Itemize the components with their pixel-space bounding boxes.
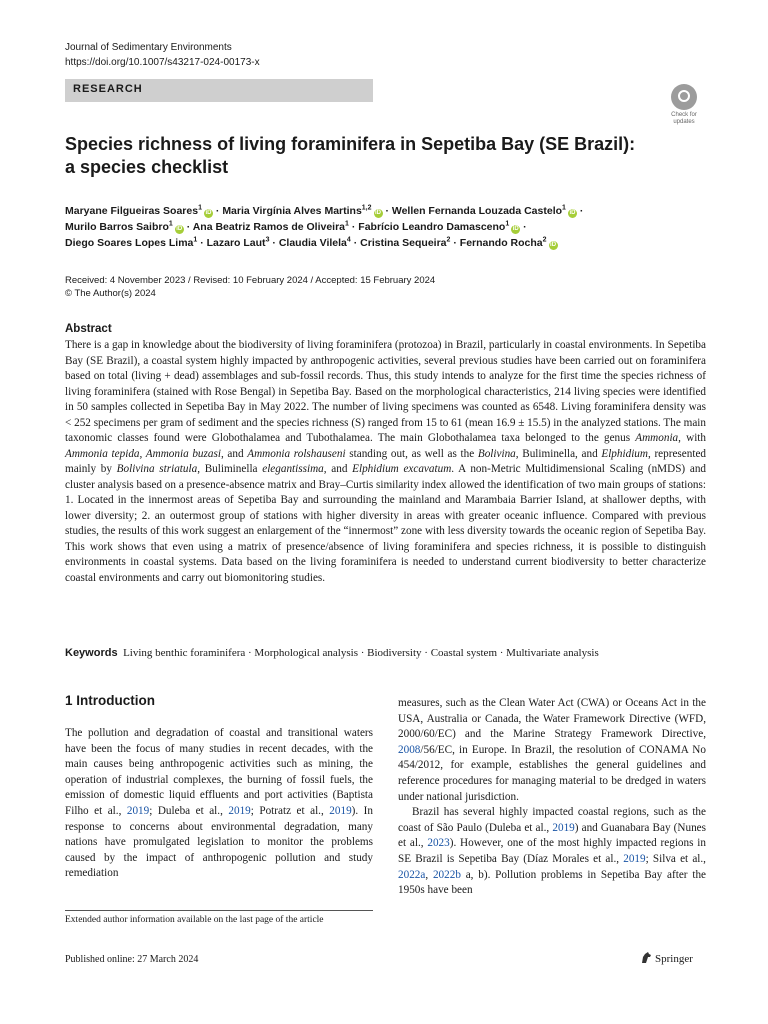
footnote-divider (65, 910, 373, 911)
citation-link[interactable]: 2008 (398, 743, 421, 756)
abstract-heading: Abstract (65, 323, 112, 335)
author-name: Maryane Filgueiras Soares (65, 205, 199, 217)
check-updates-label: Check for updates (671, 112, 697, 125)
citation-link[interactable]: 2022b (432, 868, 461, 881)
citation-link[interactable]: 2019 (552, 821, 575, 834)
author-name: Murilo Barros Saibro (65, 221, 169, 233)
section-heading-introduction: 1 Introduction (65, 693, 155, 708)
author-list (65, 203, 715, 251)
author-name: Fernando Rocha (459, 237, 543, 249)
author-line-1: Maryane Filgueiras Soares$^1$iD · Maria Virgínia Alves Martins$^{1,2}$iD · Wellen Fernanda Louzada Castelo$^1$iD · (65, 204, 584, 217)
journal-header (65, 40, 260, 70)
author-name: Fabrício Leandro Damasceno (358, 221, 506, 233)
author-name: Wellen Fernanda Louzada Castelo (391, 205, 563, 217)
journal-name: Journal of Sedimentary Environments (65, 42, 232, 53)
publication-dates (65, 274, 435, 300)
citation-link[interactable]: 2019 (126, 804, 150, 817)
orcid-icon[interactable]: iD (176, 226, 183, 232)
received-revised-accepted: Received: 4 November 2023 / Revised: 10 February 2024 / Accepted: 15 February 2024 (65, 275, 436, 286)
author-name: Lazaro Laut (206, 237, 266, 249)
citation-link[interactable]: 2019 (623, 852, 646, 865)
article-title: Species richness of living foraminifera in Sepetiba Bay (SE Brazil): a species checklist (65, 134, 636, 177)
author-name: Diego Soares Lopes Lima (65, 237, 194, 249)
orcid-icon[interactable]: iD (205, 210, 212, 216)
citation-link[interactable]: 2019 (228, 804, 251, 817)
paragraph: Brazil has several highly impacted coastal regions, such as the coast of São Paulo (Duleba et al., 2019) and Guanabara Bay (Nunes et al., 2023). However, one of the most highly impacted regions in SE Brazil is Sepetiba Bay (Díaz Morales et al., 2019; Silva et al., 2022a, 2022b a, b). Pollution problems in Sepetiba Bay after the 1950s have been (398, 806, 706, 897)
author-name: Claudia Vilela (278, 237, 347, 249)
author-line-3: Diego Soares Lopes Lima$^1$ · Lazaro Laut$^3$ · Claudia Vilela$^4$ · Cristina Sequeira$^2$ · Fernando Rocha$^2$iD (65, 236, 557, 249)
author-line-2: Murilo Barros Saibro$^1$iD · Ana Beatriz Ramos de Oliveira$^1$ · Fabrício Leandro Damasceno$^1$iD · (65, 220, 527, 233)
keywords-label: Keywords (65, 647, 118, 659)
springer-horse-icon (640, 951, 652, 964)
publisher-logo (640, 951, 693, 965)
orcid-icon[interactable]: iD (550, 242, 557, 248)
author-name: Maria Virgínia Alves Martins (222, 205, 362, 217)
left-column (65, 726, 373, 882)
orcid-icon[interactable]: iD (375, 210, 382, 216)
footnote: Extended author information available on the last page of the article (65, 915, 324, 925)
check-for-updates-badge[interactable] (664, 84, 704, 126)
citation-link[interactable]: 2019 (329, 804, 352, 817)
paragraph: The pollution and degradation of coastal and transitional waters have been the focus of many studies in recent decades, with the main causes being anthropogenic activities such as mining, the operation of industrial complexes, the burning of fossil fuels, the emission of domestic liquid effluents and port activities (Baptista Filho et al., 2019; Duleba et al., 2019; Potratz et al., 2019). In response to concerns about environmental degradation, many nations have promulgated legislation to monitor the problems caused by the impact of anthropogenic pollution and study remediation (65, 727, 373, 880)
author-name: Cristina Sequeira (360, 237, 447, 249)
keywords (65, 647, 599, 659)
doi-link[interactable]: https://doi.org/10.1007/s43217-024-00173-x (65, 57, 260, 68)
published-online: Published online: 27 March 2024 (65, 954, 199, 965)
category-band (65, 79, 373, 102)
orcid-icon[interactable]: iD (512, 226, 519, 232)
right-column (398, 696, 706, 899)
abstract-text: There is a gap in knowledge about the biodiversity of living foraminifera (protozoa) in Brazil, particularly in coastal environments. In Sepetiba Bay (SE Brazil), a coastal system highly impacted by anthropogenic activities, several previous studies have been carried out on foraminifera based on total (living + dead) assemblages and sub-fossil records. Thus, this study intends to analyze for the first time the species richness of living foraminifera (stained with Rose Bengal) in Sepetiba Bay. Based on the morphological characteristics, 214 living species were identified in 50 samples collected in Sepetiba Bay in May 2022. The number of living specimens was counted as 6548. Living foraminifera density was < 252 specimens per gram of sediment and the species richness (S) ranged from 15 to 61 (mean 16.9 ± 15.5) in the analyzed stations. The main taxonomic classes found were Globothalamea and Tubothalamea. The main Globothalamea taxa belonged to the genus Ammonia, with Ammonia tepida, Ammonia buzasi, and Ammonia rolshauseni standing out, as well as the Bolivina, Buliminella, and Elphidium, represented mainly by Bolivina striatula, Buliminella elegantissima, and Elphidium excavatum. A non-Metric Multidimensional Scaling (nMDS) and cluster analysis based on a presence-absence matrix and Bray–Curtis similarity index allowed the identification of two main groups of stations: 1. Located in the innermost areas of Sepetiba Bay and surrounding the mainland and Marambaia Barrier Island, at shallower depths, with lower diversity; 2. an outermost group of stations with higher diversity in areas with greater oceanic influence. Compared with previous studies, the results of this work suggest an enlargement of the “innermost” zone with less diversity towards the oceanic region of Sepetiba Bay. This work shows that even using a matrix of presence/absence of living foraminifera and species richness, it is possible to distinguish environments in coastal systems. Data based on the living foraminifera is needed to understand current biodiversity to better characterize coastal environments and carry out biomonitoring studies. (65, 339, 707, 584)
orcid-icon[interactable]: iD (569, 210, 576, 216)
citation-link[interactable]: 2022a (398, 868, 426, 881)
copyright: © The Author(s) 2024 (65, 288, 156, 299)
author-name: Ana Beatriz Ramos de Oliveira (192, 221, 346, 233)
check-updates-icon (671, 84, 697, 110)
publisher-name: Springer (655, 953, 693, 965)
category-label: RESEARCH (73, 83, 143, 95)
keywords-list: Living benthic foraminifera · Morphological analysis · Biodiversity · Coastal system · Multivariate analysis (123, 647, 599, 659)
paragraph: measures, such as the Clean Water Act (CWA) or Oceans Act in the USA, Australia or Canada, the Water Framework Directive (WFD, 2000/60/EC) and the Marine Strategy Framework Directive, 2008/56/EC, in Europe. In Brazil, the resolution of CONAMA No 454/2012, for example, establishes the general guidelines and reference procedures for managing material to be dredged in waters under national jurisdiction. (398, 697, 706, 803)
citation-link[interactable]: 2023 (427, 837, 450, 850)
